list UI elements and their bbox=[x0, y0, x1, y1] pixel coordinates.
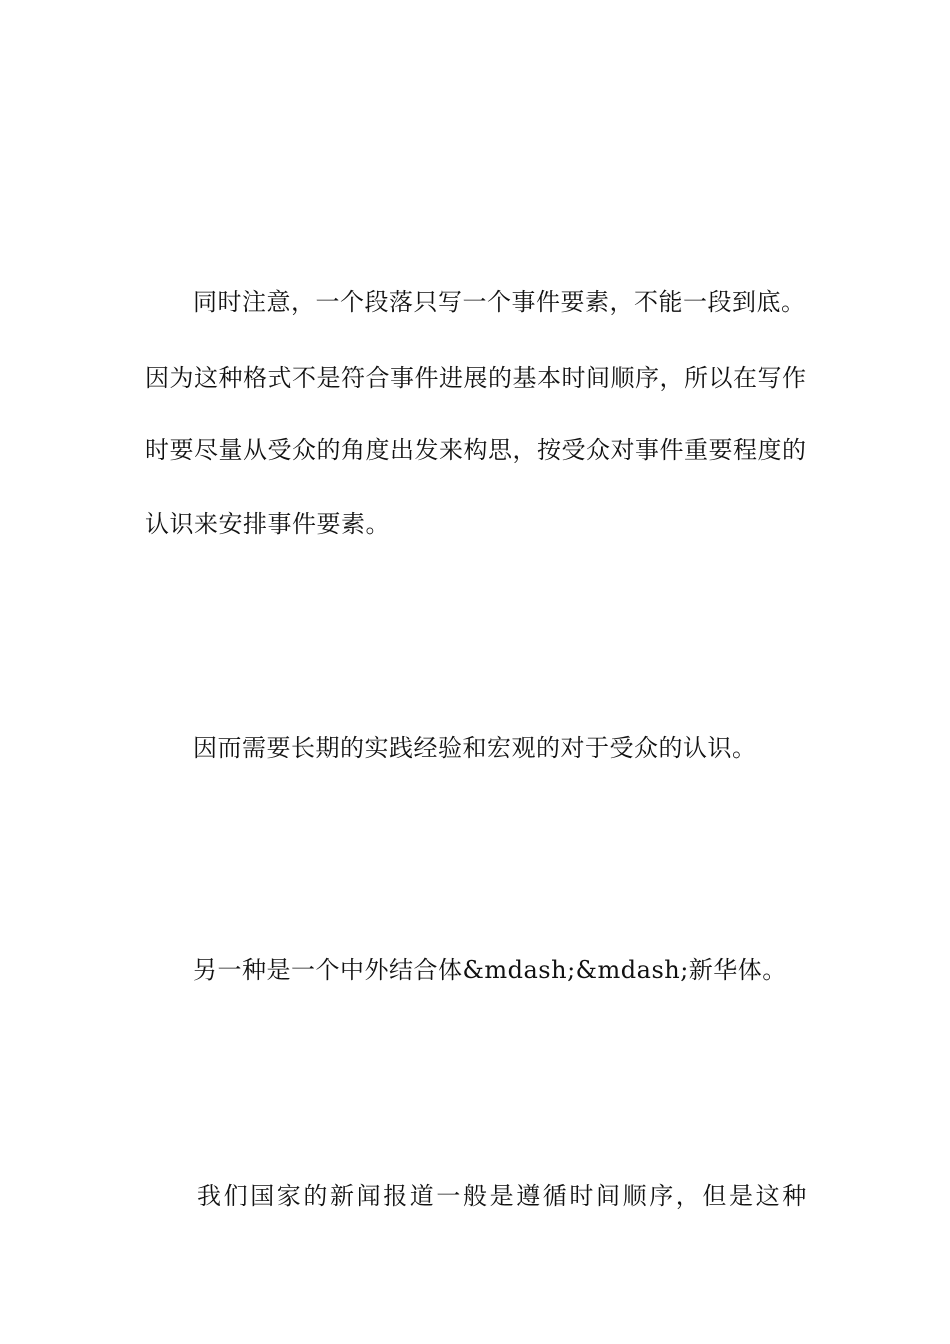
paragraph-line: 因为这种格式不是符合事件进展的基本时间顺序，所以在写作 bbox=[145, 364, 807, 392]
paragraph-line: 时要尽量从受众的角度出发来构思，按受众对事件重要程度的 bbox=[145, 436, 807, 464]
paragraph-line: 我们国家的新闻报道一般是遵循时间顺序，但是这种 bbox=[197, 1182, 809, 1210]
paragraph-line: 同时注意，一个段落只写一个事件要素，不能一段到底。 bbox=[193, 288, 806, 316]
paragraph-line: 认识来安排事件要素。 bbox=[145, 510, 390, 538]
paragraph-line: 另一种是一个中外结合体&mdash;&mdash;新华体。 bbox=[193, 956, 787, 984]
paragraph-line: 因而需要长期的实践经验和宏观的对于受众的认识。 bbox=[193, 734, 757, 762]
